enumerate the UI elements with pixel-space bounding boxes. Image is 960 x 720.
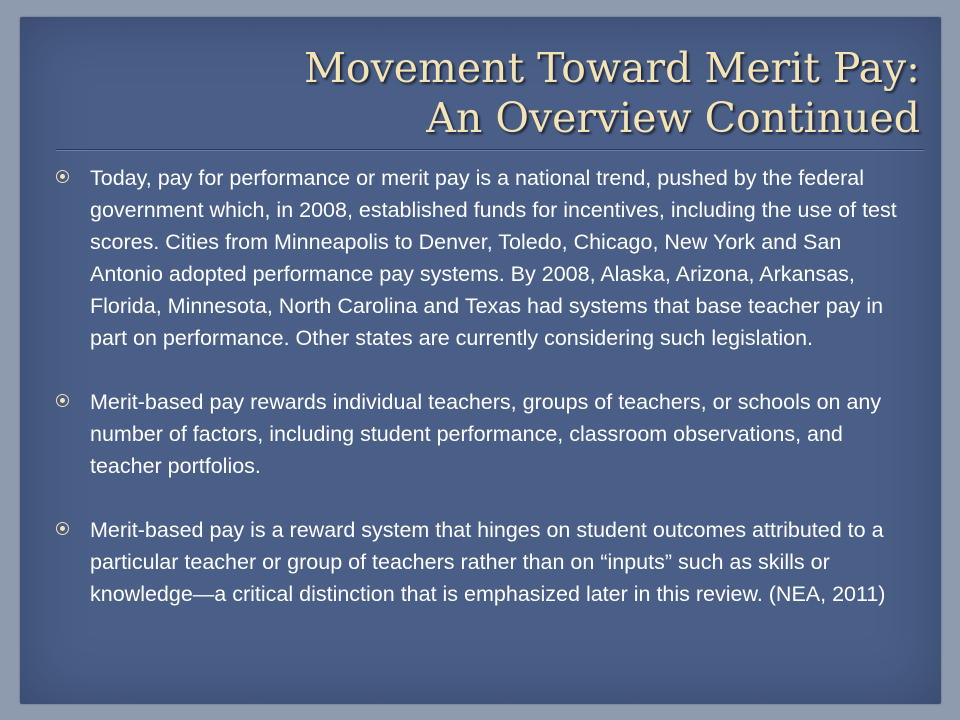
slide-title-line-2: An Overview Continued bbox=[426, 94, 920, 142]
bullet-item-2 bbox=[56, 386, 916, 482]
bullet-text-1: Today, pay for performance or merit pay is a national trend, pushed by the federal government which, in 2008, established funds for incentives, including the use of test scores. Cities from Minneapolis to Denver, Toledo, Chicago, New York and San Antonio adopted performance pay systems. By 2008, Alaska, Arizona, Arkansas, Florida, Minnesota, North Carolina and Texas had systems that base teacher pay in part on performance. Other states are currently considering such legislation. bbox=[90, 166, 897, 350]
circle-bullet-icon bbox=[56, 394, 69, 407]
bullet-text-3: Merit-based pay is a reward system that hinges on student outcomes attributed to a particular teacher or group of teachers rather than on “inputs” such as skills or knowledge—a critical distinction that is emphasized later in this review. (NEA, 2011) bbox=[90, 518, 886, 606]
slide-title-line-1: Movement Toward Merit Pay: bbox=[303, 44, 920, 92]
bullet-item-3 bbox=[56, 514, 916, 610]
slide-panel bbox=[20, 17, 941, 704]
circle-bullet-icon bbox=[56, 522, 69, 535]
title-divider bbox=[56, 149, 924, 151]
slide-title bbox=[140, 43, 920, 143]
bullet-text-2: Merit-based pay rewards individual teachers, groups of teachers, or schools on any number of factors, including student performance, classroom observations, and teacher portfolios. bbox=[90, 390, 882, 478]
circle-bullet-icon bbox=[56, 170, 69, 183]
bullet-list bbox=[56, 162, 916, 642]
bullet-item-1 bbox=[56, 162, 916, 354]
